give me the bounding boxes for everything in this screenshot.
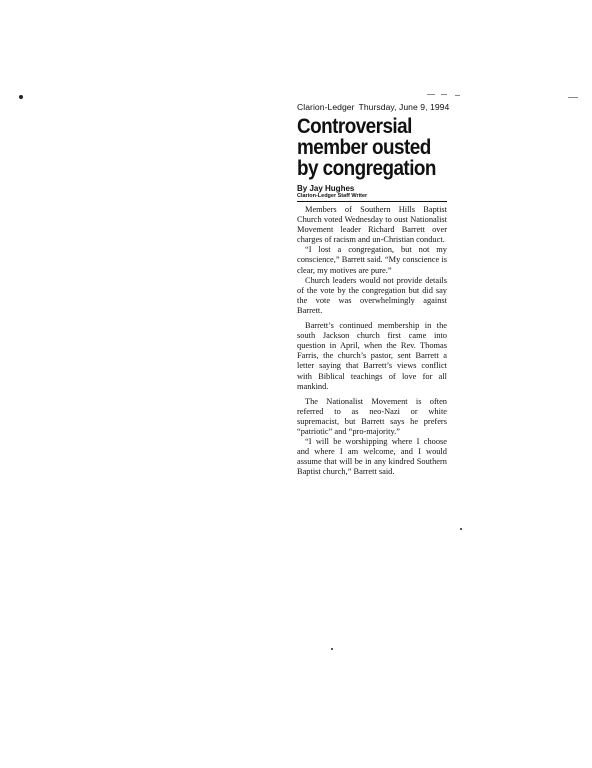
article-paragraph: Church leaders would not provide details of the vote by the congregation but did say the vote was overwhelmingly against Barrett. <box>297 275 447 315</box>
scan-mark <box>441 94 447 95</box>
scan-speck <box>331 648 333 650</box>
article-paragraph: Members of Southern Hills Baptist Church voted Wednesday to oust Nationalist Movement leader Richard Barrett over charges of racism and un-Christian conduct. <box>297 205 447 245</box>
byline-title: Clarion-Ledger Staff Writer <box>297 193 447 202</box>
headline-line: member ousted <box>297 136 431 159</box>
scan-mark <box>455 95 460 96</box>
news-clipping <box>297 102 450 477</box>
publication-name: Clarion-Ledger <box>297 102 355 112</box>
headline <box>297 116 450 179</box>
article-paragraph: “I will be worshipping where I choose and where I am welcome, and I would assume that will be in any kindred Southern Baptist church,” Barrett said. <box>297 437 447 477</box>
article-paragraph: The Nationalist Movement is often referred to as neo-Nazi or white supremacist, but Barrett says he prefers “patriotic” and “pro-majority.” <box>297 396 447 436</box>
dateline <box>297 102 450 112</box>
article-body <box>297 205 447 477</box>
scan-speck <box>460 528 462 530</box>
headline-line: by congregation <box>297 157 436 180</box>
article-paragraph: “I lost a congregation, but not my conscience,” Barrett said. “My conscience is clear, my motives are pure.” <box>297 245 447 275</box>
scan-mark <box>427 94 435 95</box>
byline: By Jay Hughes <box>297 184 355 193</box>
scan-mark <box>568 97 578 98</box>
headline-line: Controversial <box>297 115 412 138</box>
publication-date: Thursday, June 9, 1994 <box>358 102 450 112</box>
scan-speck <box>19 95 23 99</box>
article-paragraph: Barrett’s continued membership in the south Jackson church first came into question in April, when the Rev. Thomas Farris, the church’s pastor, sent Barrett a letter saying that Barrett’s views conflict with Biblical teachings of love for all mankind. <box>297 321 447 391</box>
